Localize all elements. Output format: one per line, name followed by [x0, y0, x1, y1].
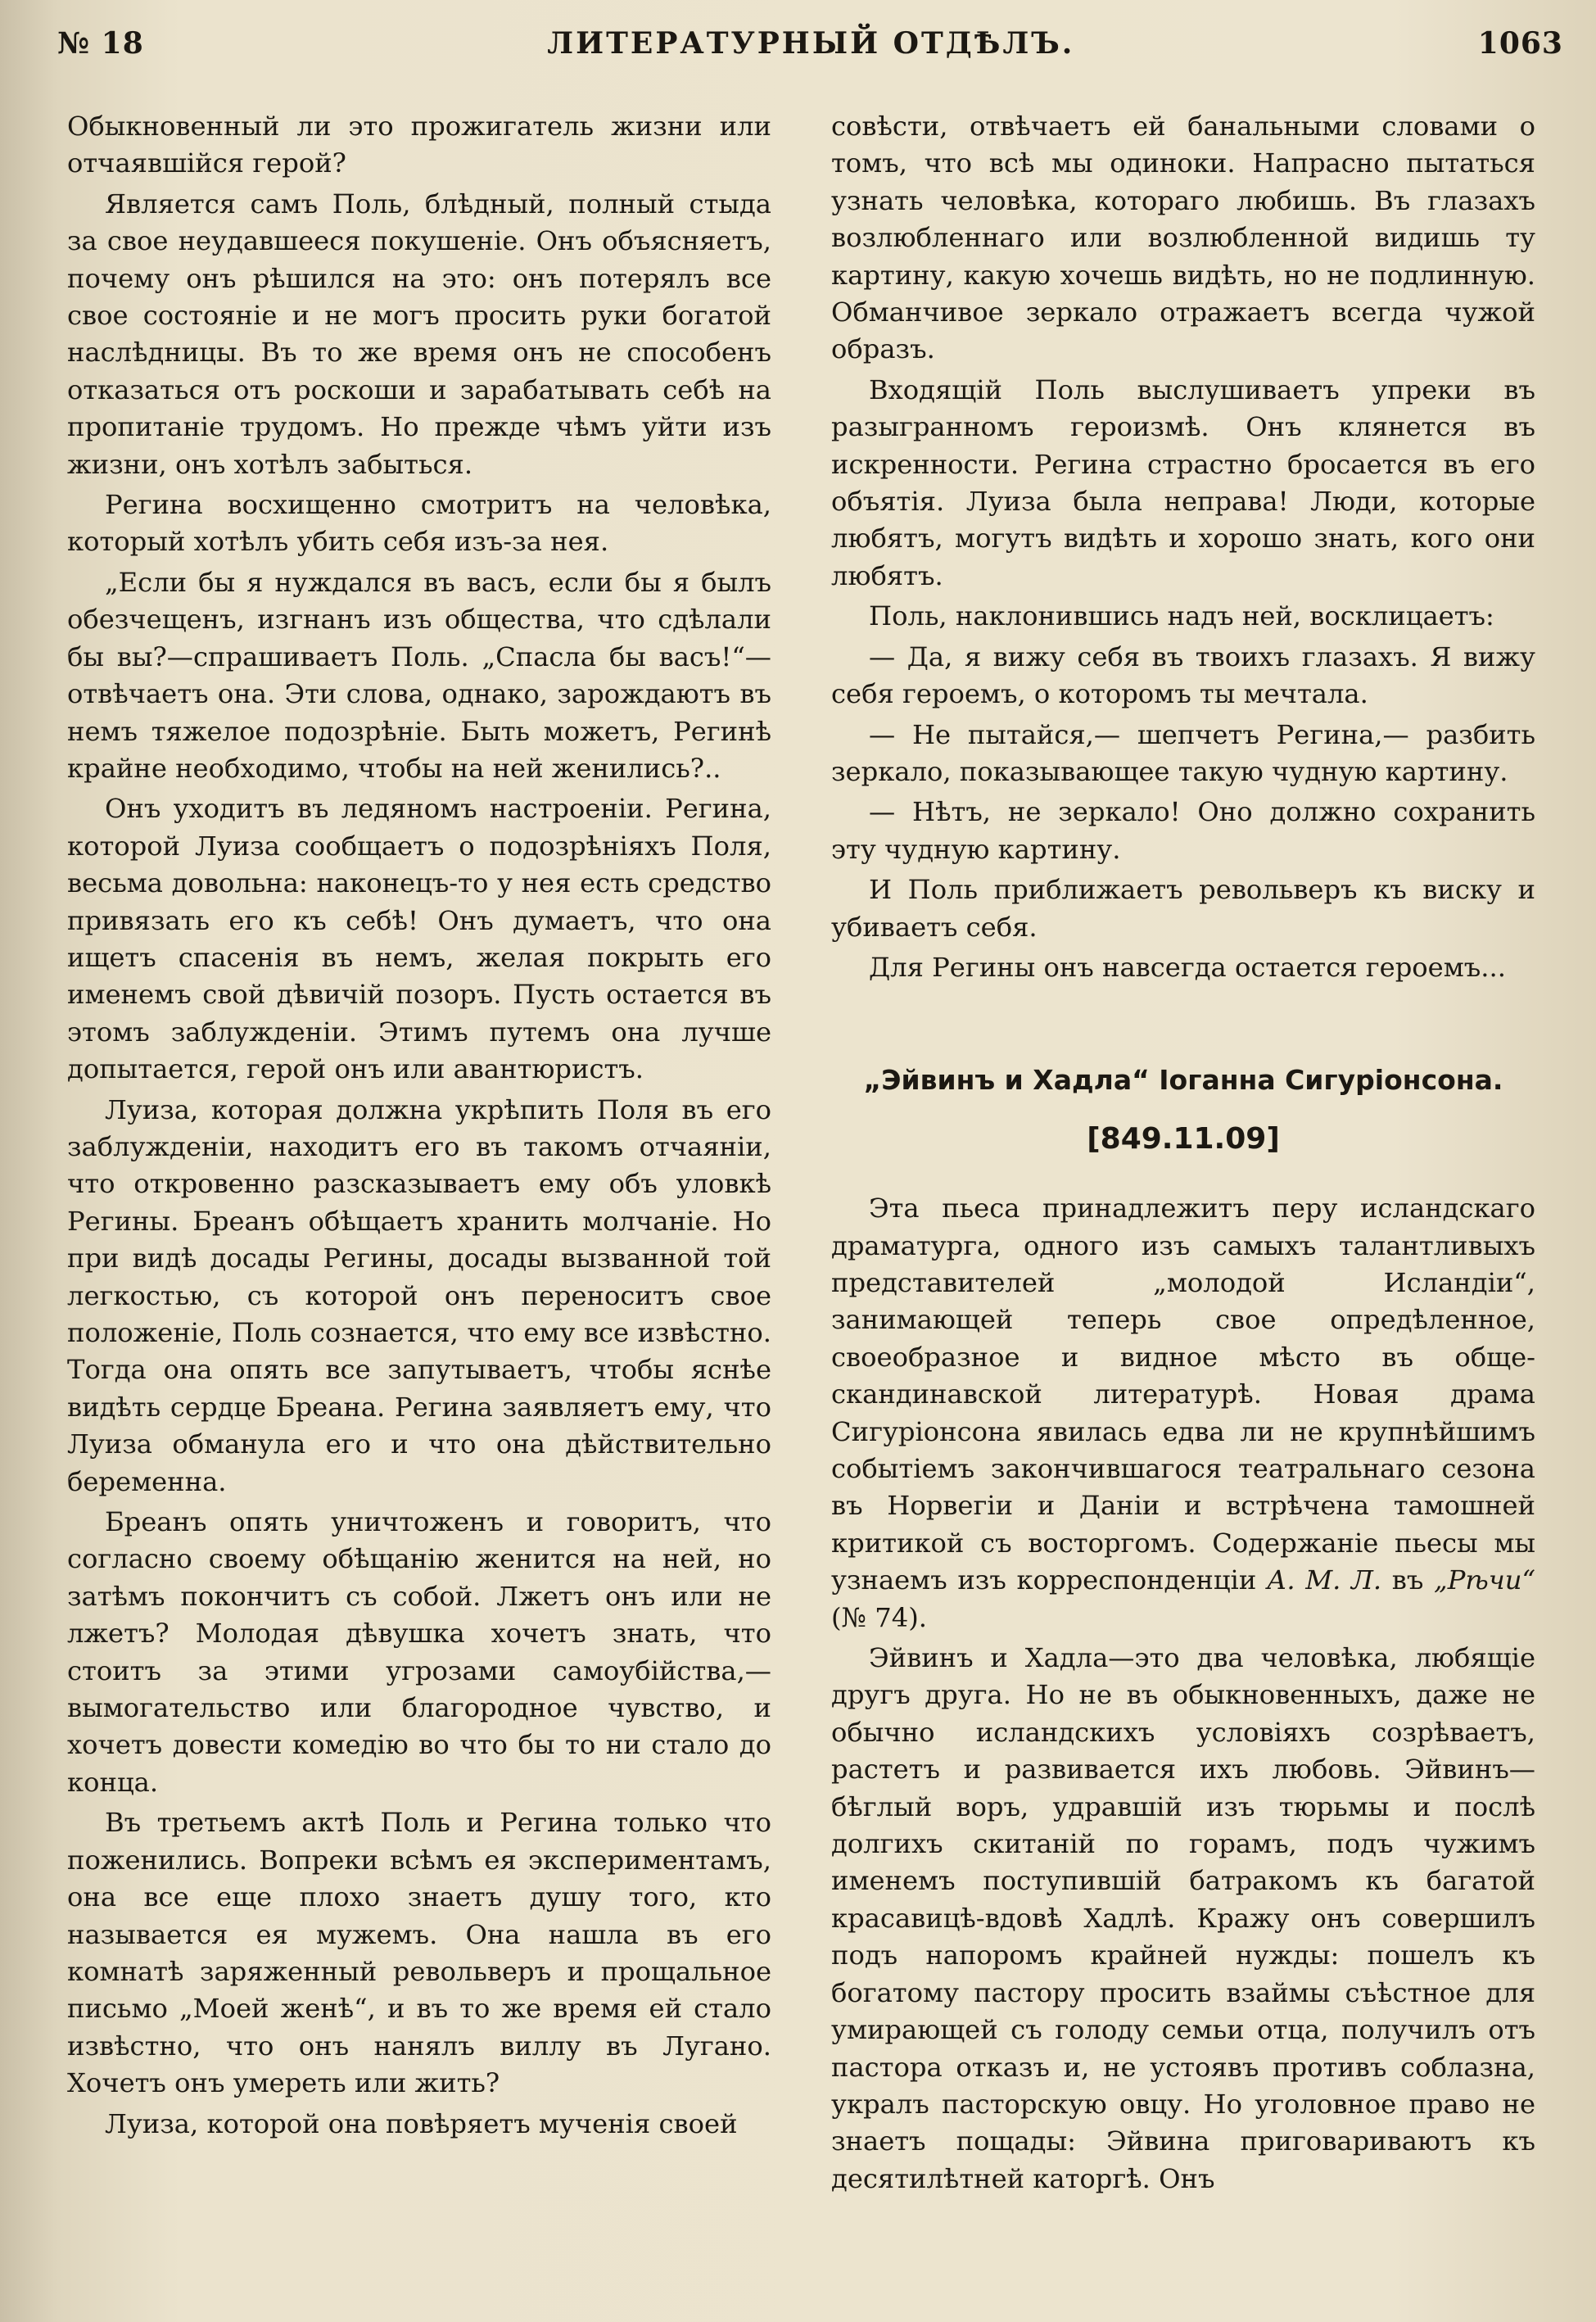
- author-initials: А. М. Л.: [1266, 1564, 1382, 1596]
- paragraph: Эйвинъ и Хадла—это два человѣка, любящіе другъ друга. Но не въ обыкновенныхъ, даже не обычно исландскихъ условіяхъ созрѣваетъ, растетъ и развивается ихъ любовь. Эйвинъ—бѣглый воръ, удравшій изъ тюрьмы и послѣ долгихъ скитаній по горамъ, подъ чужимъ именемъ поступившій батракомъ къ багатой красавицѣ-вдовѣ Хадлѣ. Кражу онъ совершилъ подъ напоромъ крайней нужды: пошелъ къ богатому пастору просить взаймы съѣстное для умирающей съ голоду семьи отца, получилъ отъ пастора отказъ и, не устоявъ противъ соблазна, укралъ пасторскую овцу. Но уголовное право не знаетъ пощады: Эйвина приговариваютъ къ десятилѣтней каторгѣ. Онъ: [831, 1642, 1535, 2194]
- paragraph: — Не пытайся,— шепчетъ Регина,— разбить зеркало, показывающее такую чудную картину.: [831, 718, 1535, 787]
- left-column: [67, 108, 771, 2143]
- paragraph: совѣсти, отвѣчаетъ ей банальными словами о томъ, что всѣ мы одиноки. Напрасно пытаться узнать человѣка, котораго любишь. Въ глазахъ возлюбленнаго или возлюбленной видишь ту картину, какую хочешь видѣть, но не подлинную. Обманчивое зеркало отражаетъ всегда чужой образъ.: [831, 111, 1535, 365]
- article-heading: „Эйвинъ и Хадла“ Іоганна Сигуріонсона.: [863, 1064, 1503, 1097]
- right-column: [831, 108, 1535, 2198]
- paragraph: — Да, я вижу себя въ твоихъ глазахъ. Я вижу себя героемъ, о которомъ ты мечтала.: [831, 640, 1535, 710]
- paragraph: „Если бы я нуждался въ васъ, если бы я былъ обезчещенъ, изгнанъ изъ общества, что сдѣлали бы вы?—спрашиваетъ Поль. „Спасла бы васъ!“—отвѣчаетъ она. Эти слова, однако, зарождаютъ въ немъ тяжелое подозрѣніе. Быть можетъ, Регинѣ крайне необходимо, чтобы на ней женились?..: [67, 566, 771, 784]
- paragraph-text: Эта пьеса принадлежитъ перу исландскаго драматурга, одного изъ самыхъ талантливыхъ представителей „молодой Исландіи“, занимающей теперь свое опредѣленное, своеобразное и видное мѣсто въ обще-скандинавской литературѣ. Новая драма Сигуріонсона явилась едва ли не крупнѣйшимъ событіемъ закончившагося театральнаго сезона въ Норвегіи и Даніи и встрѣчена тамошней критикой съ восторгомъ. Содержаніе пьесы мы узнаемъ изъ корреспонденціи: [831, 1193, 1535, 1596]
- paragraph: Бреанъ опять уничтоженъ и говоритъ, что согласно своему обѣщанію женится на ней, но затѣмъ покончитъ съ собой. Лжетъ онъ или не лжетъ? Молодая дѣвушка хочетъ знать, что стоитъ за этими угрозами самоубійства,— вымогательство или благородное чувство, и хочетъ довести комедію во что бы то ни стало до конца.: [67, 1506, 771, 1798]
- paragraph: [831, 1190, 1535, 1636]
- paragraph-text: (№ 74).: [831, 1601, 927, 1633]
- paragraph: Въ третьемъ актѣ Поль и Регина только что поженились. Вопреки всѣмъ ея экспериментамъ, она все еще плохо знаетъ душу того, кто называется ея мужемъ. Она нашла въ его комнатѣ заряженный револьверъ и прощальное письмо „Моей женѣ“, и въ то же время ей стало извѣстно, что онъ нанялъ виллу въ Лугано. Хочетъ онъ умереть или жить?: [67, 1807, 771, 2099]
- paragraph: Онъ уходитъ въ ледяномъ настроеніи. Регина, которой Луиза сообщаетъ о подозрѣніяхъ Поля, весьма довольна: наконецъ-то у нея есть средство привязать его къ себѣ! Онъ думаетъ, что она ищетъ спасенія въ немъ, желая покрыть его именемъ свой дѣвичій позоръ. Пусть остается въ этомъ заблужденіи. Этимъ путемъ она лучше допытается, герой онъ или авантюристъ.: [67, 793, 771, 1085]
- paragraph: Входящій Поль выслушиваетъ упреки въ разыгранномъ героизмѣ. Онъ клянется въ искренности. Регина страстно бросается въ его объятія. Луиза была неправа! Люди, которые любятъ, могутъ видѣть и хорошо знать, кого они любятъ.: [831, 373, 1535, 591]
- paragraph: Луиза, которой она повѣряетъ мученія своей: [105, 2107, 738, 2139]
- article-reference: [849.11.09]: [1087, 1121, 1280, 1156]
- paragraph: Луиза, которая должна укрѣпить Поля въ его заблужденіи, находитъ его въ такомъ отчаяніи, что откровенно разсказываетъ ему объ уловкѣ Регины. Бреанъ обѣщаетъ хранить молчаніе. Но при видѣ досады Регины, досады вызванной той легкостью, съ которой онъ переноситъ свое положеніе, Поль сознается, что ему все извѣстно. Тогда она опять все запутываетъ, чтобы яснѣе видѣть сердце Бреана. Регина заявляетъ ему, что Луиза обманула его и что она дѣйствительно беременна.: [67, 1093, 771, 1497]
- section-title: ЛИТЕРАТУРНЫЙ ОТДѢЛЪ.: [547, 26, 1075, 61]
- paragraph: Является самъ Поль, блѣдный, полный стыда за свое неудавшееся покушеніе. Онъ объясняетъ, почему онъ рѣшился на это: онъ потерялъ все свое состояніе и не могъ просить руки богатой наслѣдницы. Въ то же время онъ не способенъ отказаться отъ роскоши и зарабатывать себѣ на пропитаніе трудомъ. Но прежде чѣмъ уйти изъ жизни, онъ хотѣлъ забыться.: [67, 188, 771, 480]
- newspaper-title: „Рѣчи“: [1434, 1564, 1535, 1596]
- paragraph: — Нѣтъ, не зеркало! Оно должно сохранить эту чудную картину.: [831, 796, 1535, 865]
- page-header: [57, 26, 1563, 75]
- page-number: 1063: [1477, 26, 1563, 61]
- paragraph: Для Регины онъ навсегда остается героемъ...: [869, 951, 1506, 983]
- paragraph: И Поль приближаетъ револьверъ къ виску и убиваетъ себя.: [831, 874, 1535, 943]
- paragraph: Регина восхищенно смотритъ на человѣка, который хотѣлъ убить себя изъ-за нея.: [67, 489, 771, 558]
- paragraph: Поль, наклонившись надъ ней, восклицаетъ:: [869, 600, 1494, 632]
- paragraph-text: въ: [1381, 1564, 1435, 1596]
- issue-number: № 18: [57, 26, 144, 61]
- paragraph: Обыкновенный ли это прожигатель жизни или отчаявшійся герой?: [67, 111, 771, 179]
